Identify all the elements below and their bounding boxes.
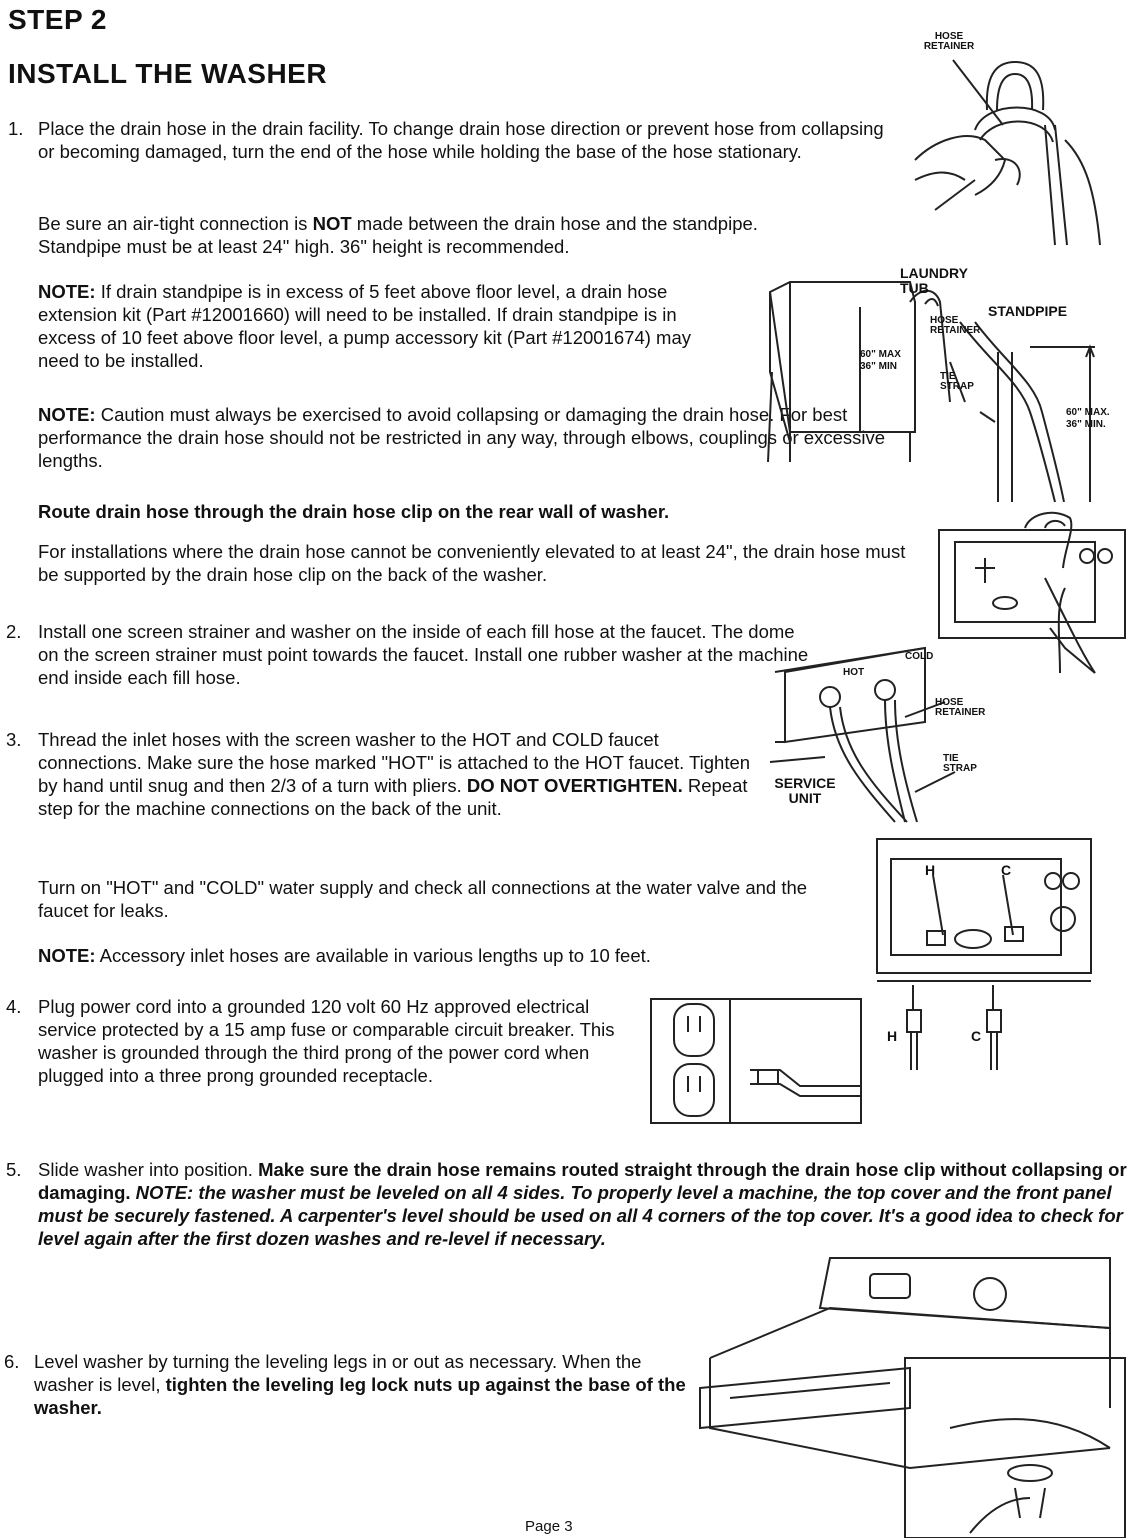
hose-retainer-label: HOSE RETAINER [930,315,981,336]
step3-para2: Turn on "HOT" and "COLD" water supply and check all connections at the water valve and the faucet for leaks. [38,877,808,921]
step-label: STEP 2 [8,4,107,35]
pipe-max-label: 60" MAX. [1066,407,1110,418]
h-label: H [925,862,936,878]
hot-label: HOT [843,667,865,678]
step3-note: NOTE: Accessory inlet hoses are available in various lengths up to 10 feet. [38,945,651,966]
hose-retainer-label: HOSE RETAINER [935,697,986,718]
tub-max-label: 60" MAX [860,349,901,360]
c-label: C [971,1028,982,1044]
step-number: 1. [8,118,24,139]
step1-para2: Be sure an air-tight connection is NOT made between the drain hose and the standpipe. Standpipe must be at least 24" high. 36" height is recommended. [38,213,758,257]
tie-strap-label: TIE STRAP [943,753,977,774]
step-number: 5. [6,1159,22,1180]
hose-hand-illustration [905,30,1105,250]
hose-retainer-label: HOSE RETAINER [923,31,975,52]
service-unit-label: SERVICE UNIT [774,775,836,806]
c-label: C [1001,862,1012,878]
step3-para1: Thread the inlet hoses with the screen washer to the HOT and COLD faucet connections. Make sure the hose marked "HOT" is attached to the HOT faucet. Tighten by hand until snug and then 2/3 of a turn with pliers. DO NOT OVERTIGHTEN. Repeat step for the machine connections on the back of the unit. [38,729,751,819]
step1-note2: NOTE: Caution must always be exercised to avoid collapsing or damaging the drain hose. For best performance the drain hose should not be restricted in any way, through elbows, couplings or excessive lengths. [38,404,886,471]
pipe-min-label: 36" MIN. [1066,419,1106,430]
step1-para3: For installations where the drain hose cannot be conveniently elevated to at least 24", the drain hose must be supported by the drain hose clip on the back of the washer. [38,541,906,585]
step2-text: Install one screen strainer and washer on the inside of each fill hose at the faucet. The dome on the screen strainer must point towards the faucet. Install one rubber washer at the machine end inside each fill hose. [38,621,809,688]
step-number: 6. [4,1351,20,1372]
step6-text: Level washer by turning the leveling legs in or out as necessary. When the washer is level, tighten the leveling leg lock nuts up against the base of the washer. [34,1351,686,1418]
page-title: INSTALL THE WASHER [8,58,328,89]
washer-leveling-illustration [690,1248,1130,1538]
step5-text: Slide washer into position. Make sure the drain hose remains routed straight through the drain hose clip without collapsing or damaging. NOTE: the washer must be leveled on all 4 sides. To properly level a machine, the top cover and the front panel must be securely fastened. A carpenter's level should be used on all 4 corners of the top cover. It's a good idea to check for level again after the first dozen washes and re-level if necessary. [38,1159,1127,1249]
tie-strap-label: TIE STRAP [940,371,974,392]
faucet-hose-illustration [755,642,985,832]
laundry-tub-label: LAUNDRY TUB [900,265,968,296]
h-label: H [887,1028,898,1044]
step-number: 4. [6,996,22,1017]
step1-route: Route drain hose through the drain hose clip on the rear wall of washer. [38,501,670,522]
grounded-outlet-illustration [650,998,862,1124]
step-number: 3. [6,729,22,750]
inlet-hoses-illustration [873,835,1098,1075]
tub-min-label: 36" MIN [860,361,897,372]
step1-para1: Place the drain hose in the drain facility. To change drain hose direction or prevent hose from collapsing or becoming damaged, turn the end of the hose while holding the base of the hose stationary. [38,118,884,162]
step1-note1: NOTE: If drain standpipe is in excess of 5 feet above floor level, a drain hose extension kit (Part #12001660) will need to be installed. If drain standpipe is in excess of 10 feet above floor level, a pump accessory kit (Part #12001674) may need to be installed. [38,281,691,371]
laundry-tub-standpipe-illustration [750,262,1130,502]
step4-text: Plug power cord into a grounded 120 volt 60 Hz approved electrical service protected by a 15 amp fuse or comparable circuit breaker. This washer is grounded through the third prong of the power cord when plugged into a three prong grounded receptacle. [38,996,615,1086]
step-number: 2. [6,621,22,642]
page-number: Page 3 [525,1518,573,1535]
cold-label: COLD [905,651,934,662]
standpipe-label: STANDPIPE [988,303,1068,319]
